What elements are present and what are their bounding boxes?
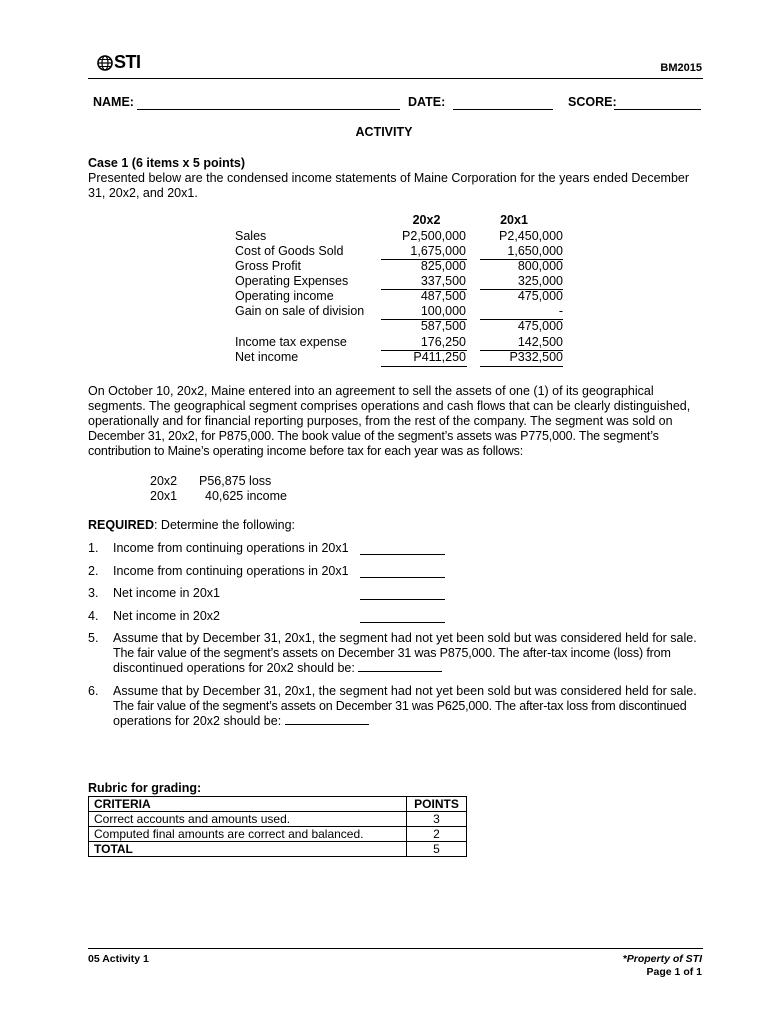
criteria-header: CRITERIA xyxy=(89,797,407,812)
question-number: 3. xyxy=(88,586,99,600)
value-20x1: P332,500 xyxy=(509,350,563,364)
value-20x2: 337,500 xyxy=(420,274,466,288)
question-line-text: operations for 20x2 should be: xyxy=(113,714,282,728)
logo-text: STI xyxy=(114,52,141,72)
answer-blank[interactable] xyxy=(360,622,445,623)
income-statement-header xyxy=(235,213,565,228)
criteria-cell: Correct accounts and amounts used. xyxy=(89,812,407,827)
value-20x1: 475,000 xyxy=(517,319,563,333)
statement-row xyxy=(235,289,565,304)
row-label: Gain on sale of division xyxy=(235,304,365,318)
statement-row xyxy=(235,244,565,259)
question-number: 4. xyxy=(88,609,99,623)
activity-title: ACTIVITY xyxy=(355,125,413,139)
value-20x1: - xyxy=(558,304,563,318)
value-20x2: 587,500 xyxy=(420,319,466,333)
required-label: REQUIRED xyxy=(88,518,154,532)
narrative-line: contribution to Maine’s operating income before tax for each year was as follows: xyxy=(88,444,524,458)
date-blank[interactable] xyxy=(453,109,553,110)
rubric-table xyxy=(88,796,467,857)
question-text: Income from continuing operations in 20x1 xyxy=(113,564,349,578)
property-note: *Property of STI xyxy=(622,953,702,965)
footer-right xyxy=(623,953,702,979)
question-item xyxy=(88,586,702,601)
answer-blank[interactable] xyxy=(285,724,369,725)
rubric-row xyxy=(89,812,467,827)
row-label: Cost of Goods Sold xyxy=(235,244,344,258)
required-heading xyxy=(88,518,295,532)
question-line: The fair value of the segment’s assets on December 31 was P625,000. The after-tax loss from discontinued xyxy=(113,699,687,713)
value-20x1: 475,000 xyxy=(517,289,563,303)
rubric-total-row xyxy=(89,842,467,857)
statement-row xyxy=(235,350,565,365)
question-line: Assume that by December 31, 20x1, the segment had not yet been sold but was considered held for sale. xyxy=(113,631,697,645)
question-line: Assume that by December 31, 20x1, the segment had not yet been sold but was considered held for sale. xyxy=(113,684,697,698)
double-underline xyxy=(381,366,467,367)
answer-blank[interactable] xyxy=(360,554,445,555)
value-20x2: 1,675,000 xyxy=(410,244,466,258)
question-item xyxy=(88,684,702,729)
question-line xyxy=(113,661,702,676)
sti-logo xyxy=(97,52,141,73)
criteria-cell: Computed final amounts are correct and balanced. xyxy=(89,827,407,842)
value-20x1: P2,450,000 xyxy=(499,229,563,243)
statement-row xyxy=(235,319,565,334)
narrative-line: operationally and for financial reporting purposes, from the rest of the company. The segment was sold on xyxy=(88,414,673,428)
value-20x2: 176,250 xyxy=(420,335,466,349)
question-number: 6. xyxy=(88,684,99,698)
course-code: BM2015 xyxy=(660,62,702,74)
case-heading: Case 1 (6 items x 5 points) xyxy=(88,156,246,170)
question-text xyxy=(113,631,702,676)
globe-icon xyxy=(97,55,113,71)
statement-row xyxy=(235,304,565,319)
narrative-paragraph xyxy=(88,384,702,459)
required-text: : Determine the following: xyxy=(153,518,296,532)
row-label: Operating income xyxy=(235,289,334,303)
rubric-row xyxy=(89,827,467,842)
value-20x2: 825,000 xyxy=(420,259,466,273)
footer-left: 05 Activity 1 xyxy=(88,953,149,965)
case-intro xyxy=(88,171,702,201)
row-label: Operating Expenses xyxy=(235,274,349,288)
value-20x1: 800,000 xyxy=(517,259,563,273)
column-header-20x2: 20x2 xyxy=(412,213,441,227)
question-text: Income from continuing operations in 20x1 xyxy=(113,541,349,555)
narrative-line: segments. The geographical segment comprises operations and cash flows that can be clearly distinguished, xyxy=(88,399,691,413)
value-20x2: P2,500,000 xyxy=(402,229,466,243)
value-20x1: 142,500 xyxy=(517,335,563,349)
value-20x1: 325,000 xyxy=(517,274,563,288)
header-divider xyxy=(88,78,703,79)
question-item xyxy=(88,609,702,624)
segment-year: 20x1 xyxy=(150,489,178,503)
rubric-heading: Rubric for grading: xyxy=(88,781,202,795)
statement-row xyxy=(235,274,565,289)
statement-row xyxy=(235,335,565,350)
score-label: SCORE: xyxy=(568,95,617,109)
answer-blank[interactable] xyxy=(360,599,445,600)
rubric-header-row xyxy=(89,797,467,812)
segment-amount: 40,625 income xyxy=(205,489,288,503)
answer-blank[interactable] xyxy=(360,577,445,578)
case-intro-line: Presented below are the condensed income statements of Maine Corporation for the years ended December xyxy=(88,171,690,185)
page-number: Page 1 of 1 xyxy=(646,966,702,978)
narrative-line: December 31, 20x2, for P875,000. The book value of the segment’s assets was P775,000. The segment’s xyxy=(88,429,659,443)
row-label: Sales xyxy=(235,229,267,243)
points-header: POINTS xyxy=(407,797,467,812)
total-label: TOTAL xyxy=(89,842,407,857)
score-blank[interactable] xyxy=(614,109,701,110)
narrative-line: On October 10, 20x2, Maine entered into an agreement to sell the assets of one (1) of its geographical xyxy=(88,384,654,398)
question-line: The fair value of the segment’s assets on December 31 was P875,000. The after-tax income (loss) from xyxy=(113,646,671,660)
question-line-text: discontinued operations for 20x2 should be: xyxy=(113,661,355,675)
question-number: 2. xyxy=(88,564,99,578)
question-item xyxy=(88,564,702,579)
name-blank[interactable] xyxy=(137,109,400,110)
value-20x1: 1,650,000 xyxy=(507,244,563,258)
question-text: Net income in 20x2 xyxy=(113,609,221,623)
answer-blank[interactable] xyxy=(358,671,442,672)
question-number: 5. xyxy=(88,631,99,645)
question-text xyxy=(113,684,702,729)
question-item xyxy=(88,541,702,556)
statement-row xyxy=(235,259,565,274)
question-line xyxy=(113,714,702,729)
date-label: DATE: xyxy=(408,95,446,109)
points-cell: 3 xyxy=(407,812,467,827)
name-label: NAME: xyxy=(93,95,134,109)
row-label: Net income xyxy=(235,350,299,364)
question-number: 1. xyxy=(88,541,99,555)
row-label: Income tax expense xyxy=(235,335,347,349)
column-header-20x1: 20x1 xyxy=(500,213,528,227)
question-text: Net income in 20x1 xyxy=(113,586,221,600)
row-label: Gross Profit xyxy=(235,259,301,273)
total-points: 5 xyxy=(407,842,467,857)
footer-divider xyxy=(88,948,703,949)
points-cell: 2 xyxy=(407,827,467,842)
segment-year: 20x2 xyxy=(150,474,178,488)
double-underline xyxy=(480,366,563,367)
value-20x2: 100,000 xyxy=(420,304,466,318)
question-item xyxy=(88,631,702,676)
value-20x2: P411,250 xyxy=(413,350,466,364)
segment-amount: P56,875 loss xyxy=(199,474,272,488)
case-intro-line: 31, 20x2, and 20x1. xyxy=(88,186,198,200)
value-20x2: 487,500 xyxy=(420,289,466,303)
statement-row xyxy=(235,229,565,244)
